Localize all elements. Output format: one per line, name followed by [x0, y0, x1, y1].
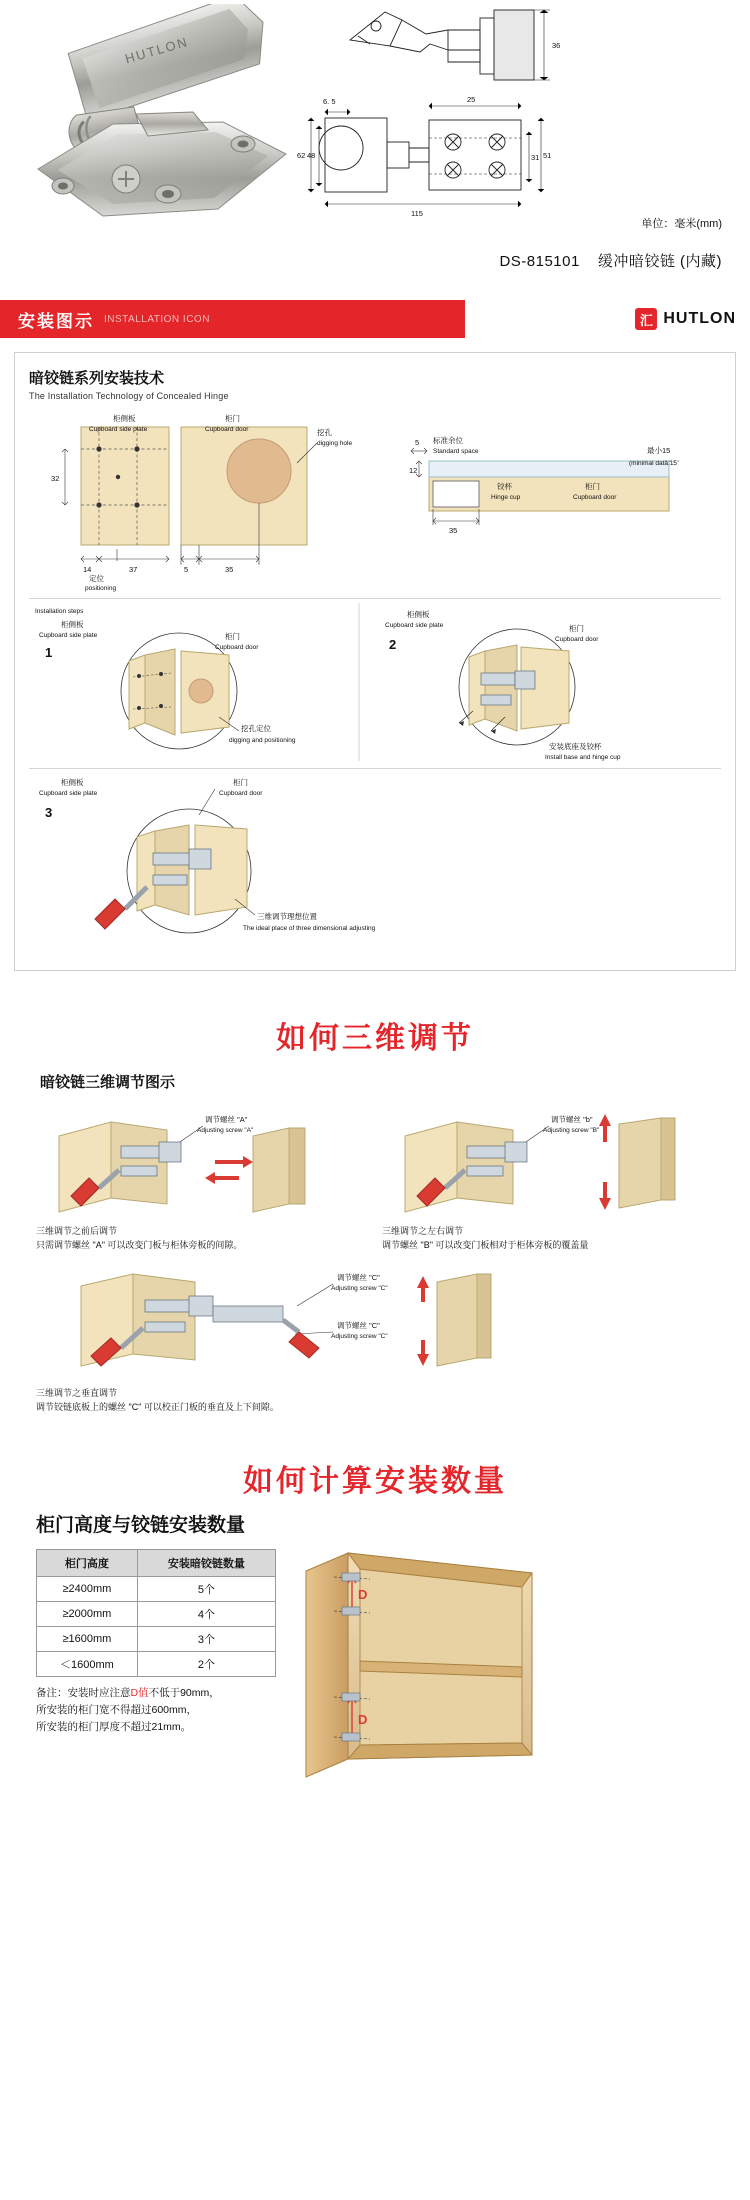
step1-caption-cn: 挖孔定位: [241, 724, 271, 733]
label-door2-cn: 柜门: [585, 482, 600, 491]
step3-caption-en: The ideal place of three dimensional adjusting: [243, 925, 376, 932]
label-side-plate-cn: 柜侧板: [113, 414, 136, 423]
label-installation-steps: Installation steps: [35, 608, 84, 615]
adjust-a-screw-en: Adjusting screw "A": [197, 1127, 254, 1134]
adjust-item-c: [36, 1262, 714, 1414]
dim-25: 25: [467, 95, 476, 104]
quantity-note: [36, 1685, 276, 1735]
brand-mark-icon: 汇: [635, 308, 657, 330]
adjust-a-screw-cn: 调节螺丝 "A": [205, 1115, 248, 1124]
adjust-title: 暗铰链三维调节图示: [40, 1074, 176, 1091]
dim-12: 12: [409, 466, 418, 475]
brand-logo: [635, 300, 736, 338]
quantity-section: [0, 1510, 750, 1779]
label-standard-cn: 标准余位: [433, 436, 463, 445]
dim-6-5: 6. 5: [323, 97, 336, 106]
technical-drawing-plan-view: [295, 90, 555, 220]
note-line1-a: 备注：安装时应注意: [36, 1687, 131, 1699]
step3-caption-cn: 三维调节理想位置: [257, 912, 317, 921]
label-door-en: Cupboard door: [205, 426, 249, 433]
product-hero: [0, 0, 750, 290]
dim-5-left: 5: [184, 565, 189, 574]
step1-side-plate-cn: 柜侧板: [61, 620, 84, 629]
step2-caption-en: Install base and hinge cup: [545, 754, 621, 761]
adjust-item-b: [382, 1100, 714, 1252]
table-row: [37, 1627, 276, 1652]
step1-caption-en: digging and positioning: [229, 737, 296, 744]
step2-door-cn: 柜门: [569, 624, 584, 633]
cabinet-dim-d-bottom: D: [358, 1712, 368, 1727]
install-steps-row: [29, 599, 721, 764]
col-hinge-count: 安装暗铰链数量: [137, 1550, 275, 1577]
quantity-table-wrap: [28, 1549, 276, 1735]
adjust-c-caption1: 三维调节之垂直调节: [36, 1388, 118, 1398]
label-positioning-cn: 定位: [89, 574, 104, 583]
cell-height-2: ≥2000mm: [37, 1602, 138, 1627]
step2-number: 2: [389, 637, 397, 652]
installation-banner: [0, 300, 750, 338]
dim-14: 14: [83, 565, 92, 574]
adjust-c-screw-en2: Adjusting screw "C": [331, 1333, 388, 1340]
quantity-title: 柜门高度与铰链安装数量: [36, 1515, 246, 1536]
adjust-c-caption2: 调节铰链底板上的螺丝 "C" 可以校正门板的垂直及上下间隙。: [36, 1401, 279, 1412]
step3-number: 3: [45, 805, 53, 820]
banner-title-cn: 安装图示: [18, 311, 94, 331]
dim-37: 37: [129, 565, 138, 574]
model-name: 缓冲暗铰链 (内藏): [597, 253, 722, 270]
cabinet-dim-d-top: D: [358, 1587, 368, 1602]
label-door-cn: 柜门: [225, 414, 240, 423]
banner-title-en: INSTALLATION ICON: [104, 313, 210, 325]
adjust-section: [0, 1071, 750, 1414]
model-code: DS-815101: [499, 253, 580, 270]
cell-count-2: 4个: [137, 1602, 275, 1627]
install-top-diagram: [29, 409, 721, 594]
label-side-plate-en: Cupboard side plate: [89, 426, 148, 433]
step3-door-cn: 柜门: [233, 778, 248, 787]
unit-note: 单位：毫米(mm): [641, 218, 722, 230]
adjust-b-screw-en: Adjusting screw "B": [543, 1127, 600, 1134]
table-row: [37, 1577, 276, 1602]
model-line: [499, 250, 722, 271]
dim-31: 31: [531, 153, 540, 162]
adjust-grid: [36, 1100, 714, 1252]
step1-side-plate-en: Cupboard side plate: [39, 632, 98, 639]
note-line1-b: 不低于90mm，: [148, 1687, 220, 1699]
step3-side-plate-en: Cupboard side plate: [39, 790, 98, 797]
table-row: [37, 1652, 276, 1677]
dim-32: 32: [51, 474, 60, 483]
label-min-cn: 最小15: [647, 446, 671, 455]
dim-62: 62: [297, 151, 306, 160]
adjust-b-caption2: 调节螺丝 "B" 可以改变门板相对于柜体旁板的覆盖量: [382, 1239, 589, 1250]
step2-side-plate-en: Cupboard side plate: [385, 622, 444, 629]
label-cup-cn: 铰杯: [497, 482, 512, 491]
photo-emboss-text: HUTLON: [123, 33, 191, 67]
cell-count-4: 2个: [137, 1652, 275, 1677]
dim-5-right: 5: [415, 438, 420, 447]
dim-36: 36: [552, 41, 561, 50]
quantity-content: [28, 1549, 722, 1779]
install-title-cn: 暗铰链系列安装技术: [29, 370, 165, 387]
quantity-table: [36, 1549, 276, 1677]
step2-side-plate-cn: 柜侧板: [407, 610, 430, 619]
label-min-en: (minimal data:15: [629, 460, 678, 467]
step1-door-cn: 柜门: [225, 632, 240, 641]
cell-count-3: 3个: [137, 1627, 275, 1652]
dim-35-left: 35: [225, 565, 234, 574]
label-positioning-en: positioning: [85, 585, 117, 592]
note-line1-red: D值: [130, 1687, 149, 1699]
heading-quantity: 如何计算安装数量: [243, 1465, 507, 1498]
technical-drawing-side-view: [330, 0, 580, 90]
step1-door-en: Cupboard door: [215, 644, 259, 651]
step2-door-en: Cupboard door: [555, 636, 599, 643]
adjust-b-screw-cn: 调节螺丝 "b": [551, 1115, 593, 1124]
cell-count-1: 5个: [137, 1577, 275, 1602]
label-cup-en: Hinge cup: [491, 494, 521, 501]
install-step3-row: [29, 769, 721, 954]
label-hole-en: digging hole: [317, 440, 353, 447]
step3-door-en: Cupboard door: [219, 790, 263, 797]
dim-115: 115: [411, 209, 423, 218]
adjust-a-caption1: 三维调节之前后调节: [36, 1226, 118, 1236]
step1-number: 1: [45, 645, 53, 660]
adjust-b-caption1: 三维调节之左右调节: [382, 1226, 464, 1236]
adjust-item-a: [36, 1100, 368, 1252]
step2-caption-cn: 安装底座及铰杯: [549, 742, 602, 751]
adjust-a-caption2: 只需调节螺丝 "A" 可以改变门板与柜体旁板的间隙。: [36, 1239, 243, 1250]
step3-side-plate-cn: 柜侧板: [61, 778, 84, 787]
dim-35-right: 35: [449, 526, 458, 535]
installation-diagram-box: [14, 352, 736, 971]
note-line2: 所安装的柜门宽不得超过600mm，: [36, 1703, 198, 1716]
note-line3: 所安装的柜门厚度不超过21mm。: [36, 1720, 192, 1733]
cell-height-4: ＜1600mm: [37, 1652, 138, 1677]
table-row: [37, 1602, 276, 1627]
table-header-row: [37, 1550, 276, 1577]
adjust-c-screw-en: Adjusting screw "C": [331, 1285, 388, 1292]
dim-51: 51: [543, 151, 552, 160]
label-standard-en: Standard space: [433, 448, 479, 455]
adjust-c-screw-cn2: 调节螺丝 "C": [337, 1321, 380, 1330]
label-hole-cn: 挖孔: [317, 428, 332, 437]
cell-height-1: ≥2400mm: [37, 1577, 138, 1602]
cell-height-3: ≥1600mm: [37, 1627, 138, 1652]
brand-name: HUTLON: [663, 310, 736, 327]
install-title-en: The Installation Technology of Concealed Hinge: [29, 391, 229, 401]
label-door2-en: Cupboard door: [573, 494, 617, 501]
col-door-height: 柜门高度: [37, 1550, 138, 1577]
dim-48: 48: [307, 151, 316, 160]
hinge-product-photo: [18, 4, 318, 229]
cabinet-illustration: [294, 1549, 554, 1779]
heading-adjust: 如何三维调节: [276, 1022, 474, 1055]
adjust-c-screw-cn: 调节螺丝 "C": [337, 1273, 380, 1282]
